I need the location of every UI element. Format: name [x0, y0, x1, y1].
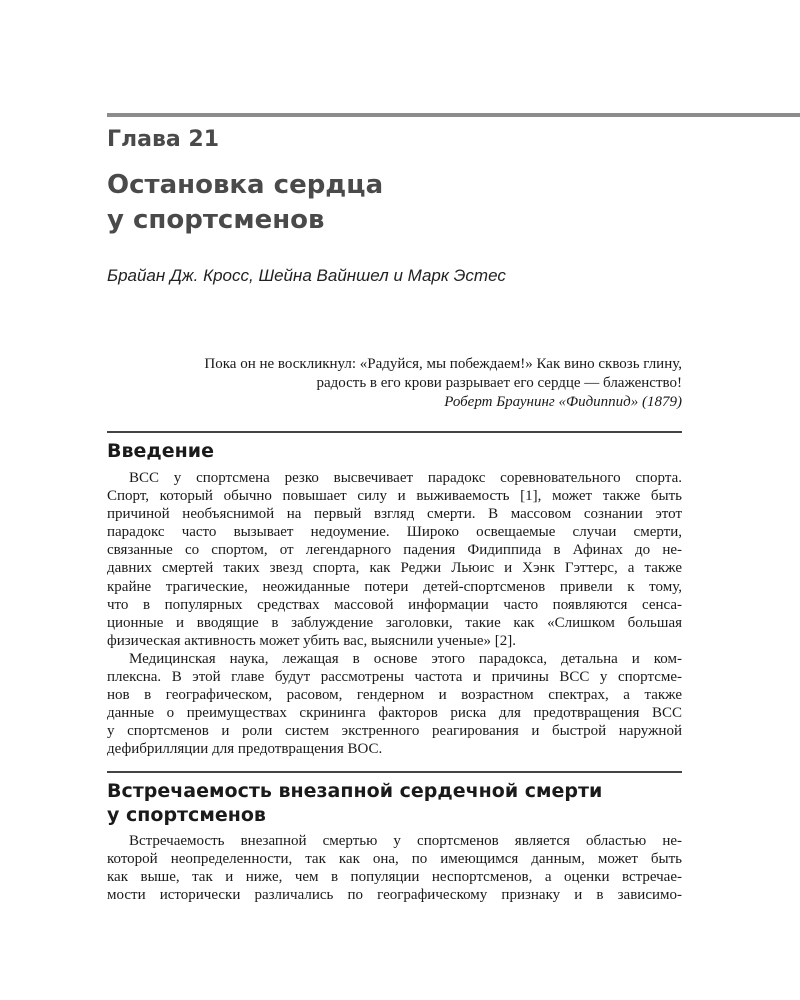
- section-heading-line: у спортсменов: [107, 804, 266, 826]
- chapter-number: Глава 21: [107, 127, 220, 152]
- epigraph: [82, 355, 682, 412]
- text-line: физическая активность может убить вас, выяснили ученые» [2].: [107, 632, 516, 649]
- chapter-title-line: Остановка сердца: [107, 170, 384, 200]
- text-line: давних смертей таких звезд спорта, как Реджи Льюис и Хэнк Гэттерс, а также: [107, 560, 682, 577]
- text-line: которой неопределенности, так как она, по имеющимся данным, может быть: [107, 851, 682, 868]
- chapter-title: [107, 168, 383, 238]
- section-heading-intro: [107, 439, 687, 463]
- text-line: как выше, так и ниже, чем в популяции неспортсменов, а оценки встречае-: [107, 869, 682, 886]
- text-line: Встречаемость внезапной смертью у спортсменов является областью не-: [129, 833, 682, 849]
- text-line: связанные со спортом, от легендарного падения Фидиппида в Афинах до не-: [107, 542, 682, 559]
- section-heading-line: Встречаемость внезапной сердечной смерти: [107, 780, 603, 802]
- epigraph-line: Пока он не воскликнул: «Радуйся, мы побеждаем!» Как вино сквозь глину,: [204, 356, 682, 372]
- top-rule: [107, 113, 800, 117]
- text-line: данные о преимуществах скрининга факторов риска для предотвращения ВСС: [107, 705, 682, 722]
- section-heading-incidence: [107, 779, 687, 827]
- section-rule: [107, 771, 682, 773]
- text-line: плексна. В этой главе будут рассмотрены частота и причины ВСС у спортсме-: [107, 669, 682, 686]
- epigraph-line: радость в его крови разрывает его сердце — блаженство!: [316, 375, 682, 391]
- text-line: дефибрилляции для предотвращения ВОС.: [107, 741, 383, 758]
- paragraph: [107, 832, 682, 904]
- text-line: Спорт, который обычно повышает силу и выживаемость [1], может также быть: [107, 488, 682, 505]
- epigraph-citation: Роберт Браунинг «Фидиппид» (1879): [444, 394, 682, 410]
- text-line: мости исторически различались по географическому признаку и в зависимо-: [107, 887, 682, 904]
- text-line: ВСС у спортсмена резко высвечивает парадокс соревновательного спорта.: [129, 470, 682, 486]
- section-rule: [107, 431, 682, 433]
- text-line: что в популярных средствах массовой информации часто появляются сенса-: [107, 596, 682, 613]
- authors: Брайан Дж. Кросс, Шейна Вайншел и Марк Эстес: [107, 266, 506, 285]
- text-line: у спортсменов и роли систем экстренного реагирования и быстрой наружной: [107, 723, 682, 740]
- paragraph: [107, 469, 682, 650]
- text-line: крайне трагические, неожиданные потери детей-спортсменов привели к тому,: [107, 578, 682, 595]
- paragraph: [107, 650, 682, 759]
- text-line: Медицинская наука, лежащая в основе этого парадокса, детальна и ком-: [129, 651, 682, 667]
- text-line: причиной необъяснимой на первый взгляд смерти. В массовом сознании этот: [107, 506, 682, 523]
- section-heading-line: Введение: [107, 440, 214, 462]
- text-line: нов в географическом, расовом, гендерном и возрастном спектрах, а также: [107, 687, 682, 704]
- chapter-title-line: у спортсменов: [107, 205, 325, 235]
- text-line: парадокс часто вызывает недоумение. Широко освещаемые случаи смерти,: [107, 524, 682, 541]
- text-line: ционные и вводящие в заблуждение заголовки, такие как «Слишком большая: [107, 614, 682, 631]
